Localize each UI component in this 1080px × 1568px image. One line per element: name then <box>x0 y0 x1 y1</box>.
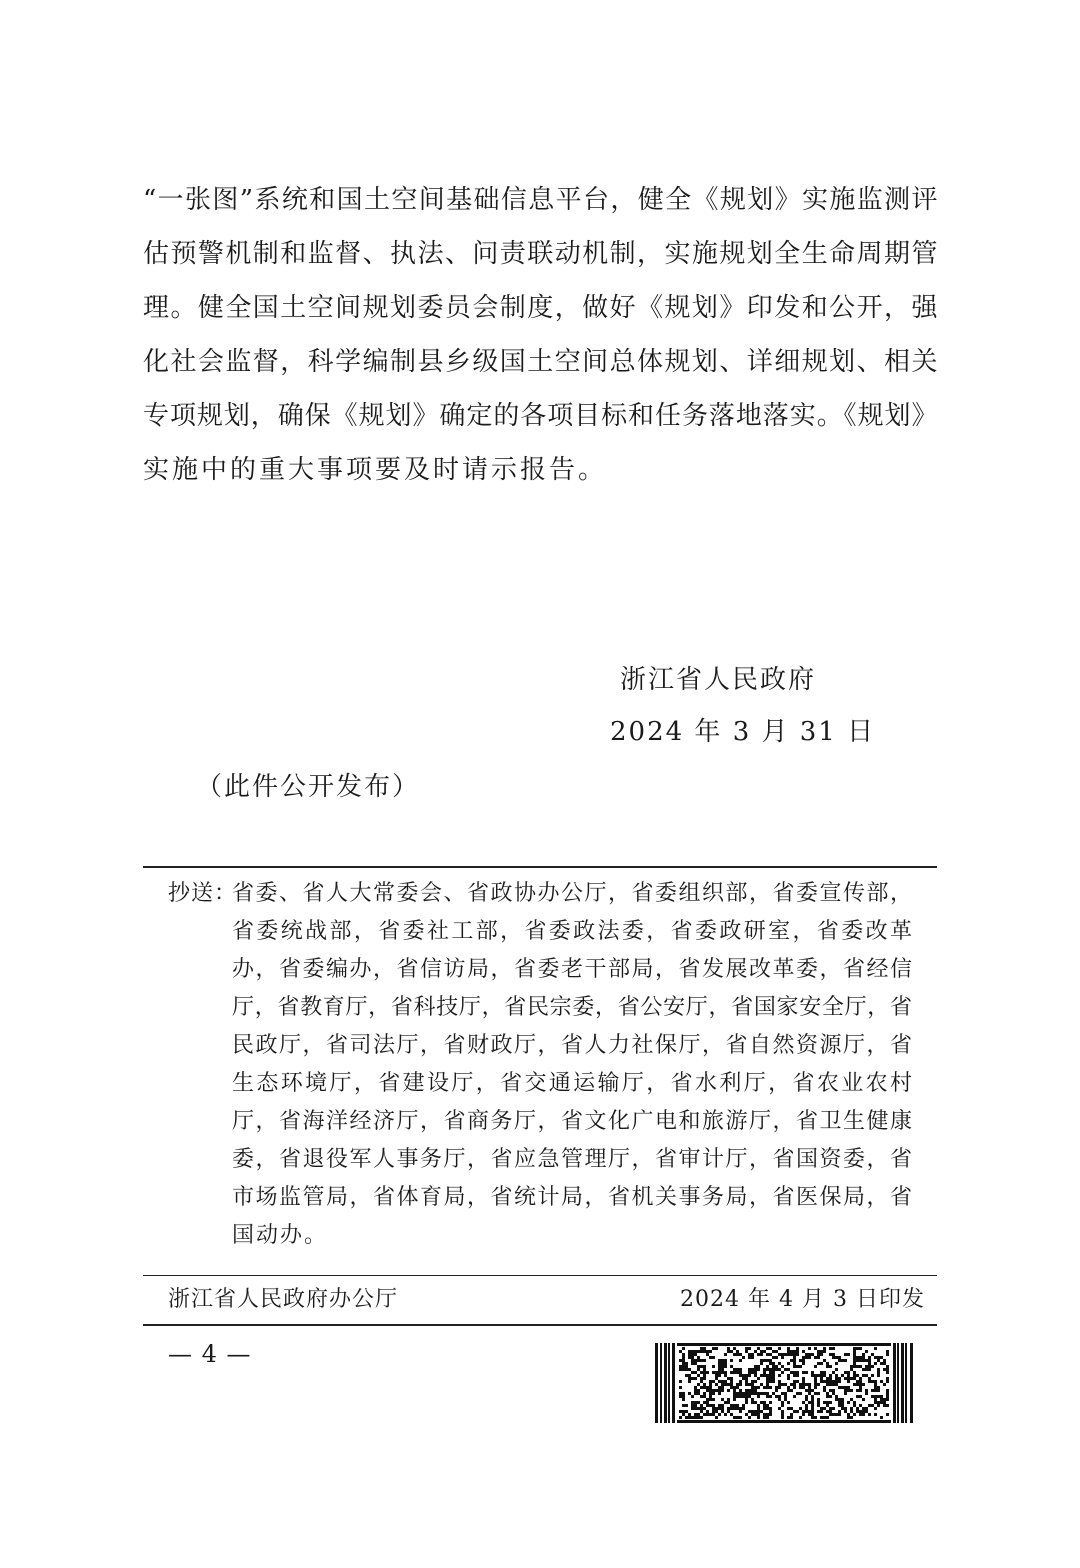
cc-line-9: 市场监管局，省体育局，省统计局，省机关事务局，省医保局，省 <box>232 1185 912 1210</box>
body-line-4: 化社会监督，科学编制县乡级国土空间总体规划、详细规划、相关 <box>143 347 938 377</box>
cc-top-rule <box>143 866 937 868</box>
body-line-1: “一张图”系统和国土空间基础信息平台，健全《规划》实施监测评 <box>143 185 938 215</box>
body-line-5: 专项规划，确保《规划》确定的各项目标和任务落地落实。《规划》 <box>143 401 938 431</box>
cc-line-4: 厅，省教育厅，省科技厅，省民宗委，省公安厅，省国家安全厅，省 <box>232 995 912 1020</box>
cc-line-1: 省委、省人大常委会、省政协办公厅，省委组织部，省委宣传部， <box>232 881 912 906</box>
cc-line-8: 委，省退役军人事务厅，省应急管理厅，省审计厅，省国资委，省 <box>232 1147 912 1172</box>
cc-line-5: 民政厅，省司法厅，省财政厅，省人力社保厅，省自然资源厅，省 <box>232 1033 912 1058</box>
document-barcode-icon <box>655 1343 913 1423</box>
body-line-3: 理。健全国土空间规划委员会制度，做好《规划》印发和公开，强 <box>143 293 938 323</box>
disclosure-note: （此件公开发布） <box>196 772 421 802</box>
issue-date: 2024 年 3 月 31 日 <box>610 717 876 747</box>
cc-line-3: 办，省委编办，省信访局，省委老干部局，省发展改革委，省经信 <box>232 957 912 982</box>
printing-office: 浙江省人民政府办公厅 <box>168 1287 399 1312</box>
footer-bottom-rule <box>143 1324 937 1326</box>
body-line-2: 估预警机制和监督、执法、问责联动机制，实施规划全生命周期管 <box>143 239 938 269</box>
cc-bottom-rule <box>143 1275 937 1276</box>
cc-line-6: 生态环境厅，省建设厅，省交通运输厅，省水利厅，省农业农村 <box>232 1071 912 1096</box>
body-line-6: 实施中的重大事项要及时请示报告。 <box>143 455 608 485</box>
cc-label: 抄送： <box>168 881 238 906</box>
page-number: — 4 — <box>168 1340 252 1368</box>
print-date: 2024 年 4 月 3 日印发 <box>680 1287 925 1312</box>
cc-line-2: 省委统战部，省委社工部，省委政法委，省委政研室，省委改革 <box>232 919 912 944</box>
issuer-name: 浙江省人民政府 <box>620 665 817 695</box>
cc-line-7: 厅，省海洋经济厅，省商务厅，省文化广电和旅游厅，省卫生健康 <box>232 1109 912 1134</box>
cc-line-10: 国动办。 <box>232 1223 329 1248</box>
